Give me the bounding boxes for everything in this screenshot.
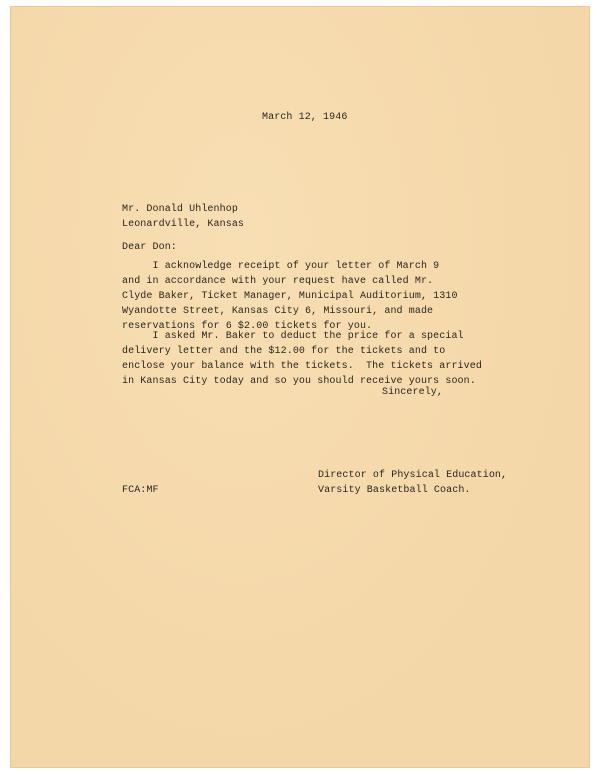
salutation: Dear Don:	[122, 242, 177, 253]
signatory-title: Director of Physical Education, Varsity Basketball Coach.	[318, 470, 508, 496]
recipient-address	[122, 202, 244, 232]
letter-date: March 12, 1946	[262, 112, 348, 123]
body-paragraph-2: I asked Mr. Baker to deduct the price for a special delivery letter and the $12.00 for the tickets and to enclose your balance with the tickets. The tickets arrived in Kansas City today and so you should receive yours soon.	[122, 331, 482, 387]
body-paragraph-1: I acknowledge receipt of your letter of March 9 and in accordance with your request have called Mr. Clyde Baker, Ticket Manager, Municipal Auditorium, 1310 Wyandotte Street, Kansas City 6, Missouri, and made reservations for 6 $2.00 tickets for you.	[122, 261, 458, 332]
reference-initials: FCA:MF	[122, 485, 159, 496]
recipient-name: Mr. Donald Uhlenhop	[122, 204, 238, 215]
recipient-location: Leonardville, Kansas	[122, 219, 245, 230]
letter-page	[10, 6, 590, 768]
complimentary-closing: Sincerely,	[382, 387, 444, 398]
